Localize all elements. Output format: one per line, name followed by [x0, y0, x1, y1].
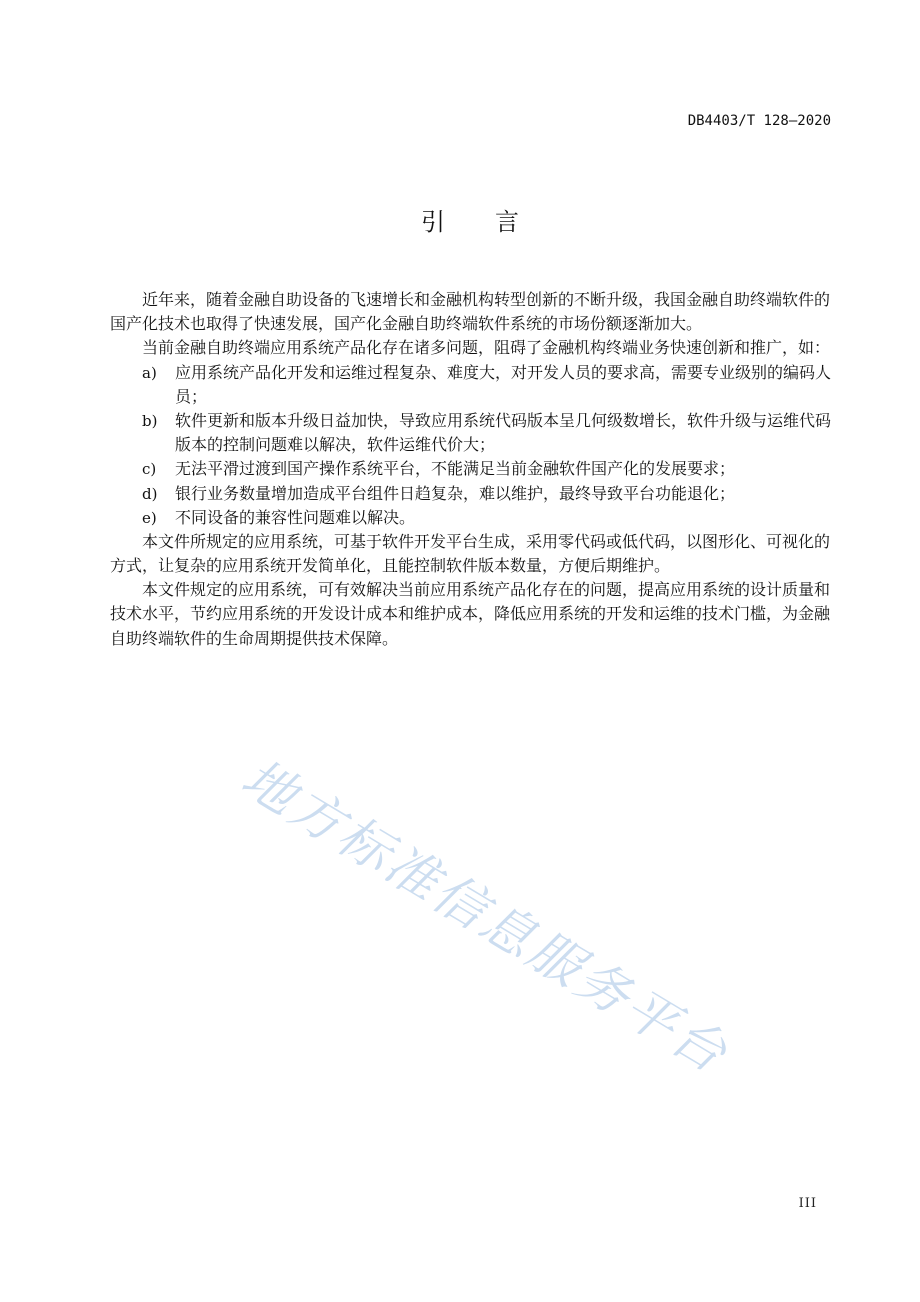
paragraph-line: 近年来，随着金融自助设备的飞速增长和金融机构转型创新的不断升级，我国金融自助终端软件的: [142, 290, 831, 309]
list-item-label: d): [142, 484, 158, 503]
paragraph-line: 当前金融自助终端应用系统产品化存在诸多问题，阻碍了金融机构终端业务快速创新和推广，如：: [142, 338, 831, 358]
paragraph-line: 国产化技术也取得了快速发展，国产化金融自助终端软件系统的市场份额逐渐加大。: [110, 314, 703, 334]
paragraph-line: 自助终端软件的生命周期提供技术保障。: [110, 628, 399, 648]
problem-list: [110, 361, 831, 530]
page-number: III: [798, 1196, 817, 1211]
paragraph-line: 技术水平，节约应用系统的开发设计成本和维护成本，降低应用系统的开发和运维的技术门槛，为金融: [110, 604, 831, 624]
list-item-line: 银行业务数量增加造成平台组件日趋复杂，难以维护，最终导致平台功能退化；: [175, 483, 736, 503]
document-number: DB4403/T 128—2020: [687, 113, 831, 129]
paragraph-line: 本文件规定的应用系统，可有效解决当前应用系统产品化存在的问题，提高应用系统的设计质量和: [142, 580, 831, 600]
paragraph-2: [110, 336, 831, 360]
list-item: [110, 506, 831, 530]
list-item-line: 员；: [175, 386, 208, 406]
watermark: 地方标准信息服务平台: [231, 748, 739, 1086]
list-item-line: 不同设备的兼容性问题难以解决。: [175, 507, 416, 527]
paragraph-3: [110, 530, 831, 578]
page-title: 引 言: [421, 208, 532, 236]
list-item-line: 应用系统产品化开发和运维过程复杂、难度大，对开发人员的要求高，需要专业级别的编码人: [175, 362, 831, 382]
paragraph-line: 本文件所规定的应用系统，可基于软件开发平台生成，采用零代码或低代码，以图形化、可视化的: [142, 531, 831, 551]
list-item: [110, 409, 831, 457]
list-item-line: 版本的控制问题难以解决，软件运维代价大；: [175, 435, 496, 455]
list-item-line: 软件更新和版本升级日益加快，导致应用系统代码版本呈几何级数增长，软件升级与运维代码: [175, 410, 831, 430]
list-item: [110, 482, 831, 506]
list-item-label: c): [142, 460, 157, 479]
list-item-label: e): [142, 508, 157, 527]
list-item-label: a): [142, 363, 157, 382]
list-item: [110, 457, 831, 481]
introduction-body: [110, 288, 831, 651]
list-item-label: b): [142, 411, 158, 430]
list-item: [110, 361, 831, 409]
list-item-line: 无法平滑过渡到国产操作系统平台，不能满足当前金融软件国产化的发展要求；: [175, 459, 736, 479]
paragraph-4: [110, 578, 831, 651]
paragraph-line: 方式，让复杂的应用系统开发简单化，且能控制软件版本数量，方便后期维护。: [110, 556, 671, 576]
paragraph-1: [110, 288, 831, 336]
